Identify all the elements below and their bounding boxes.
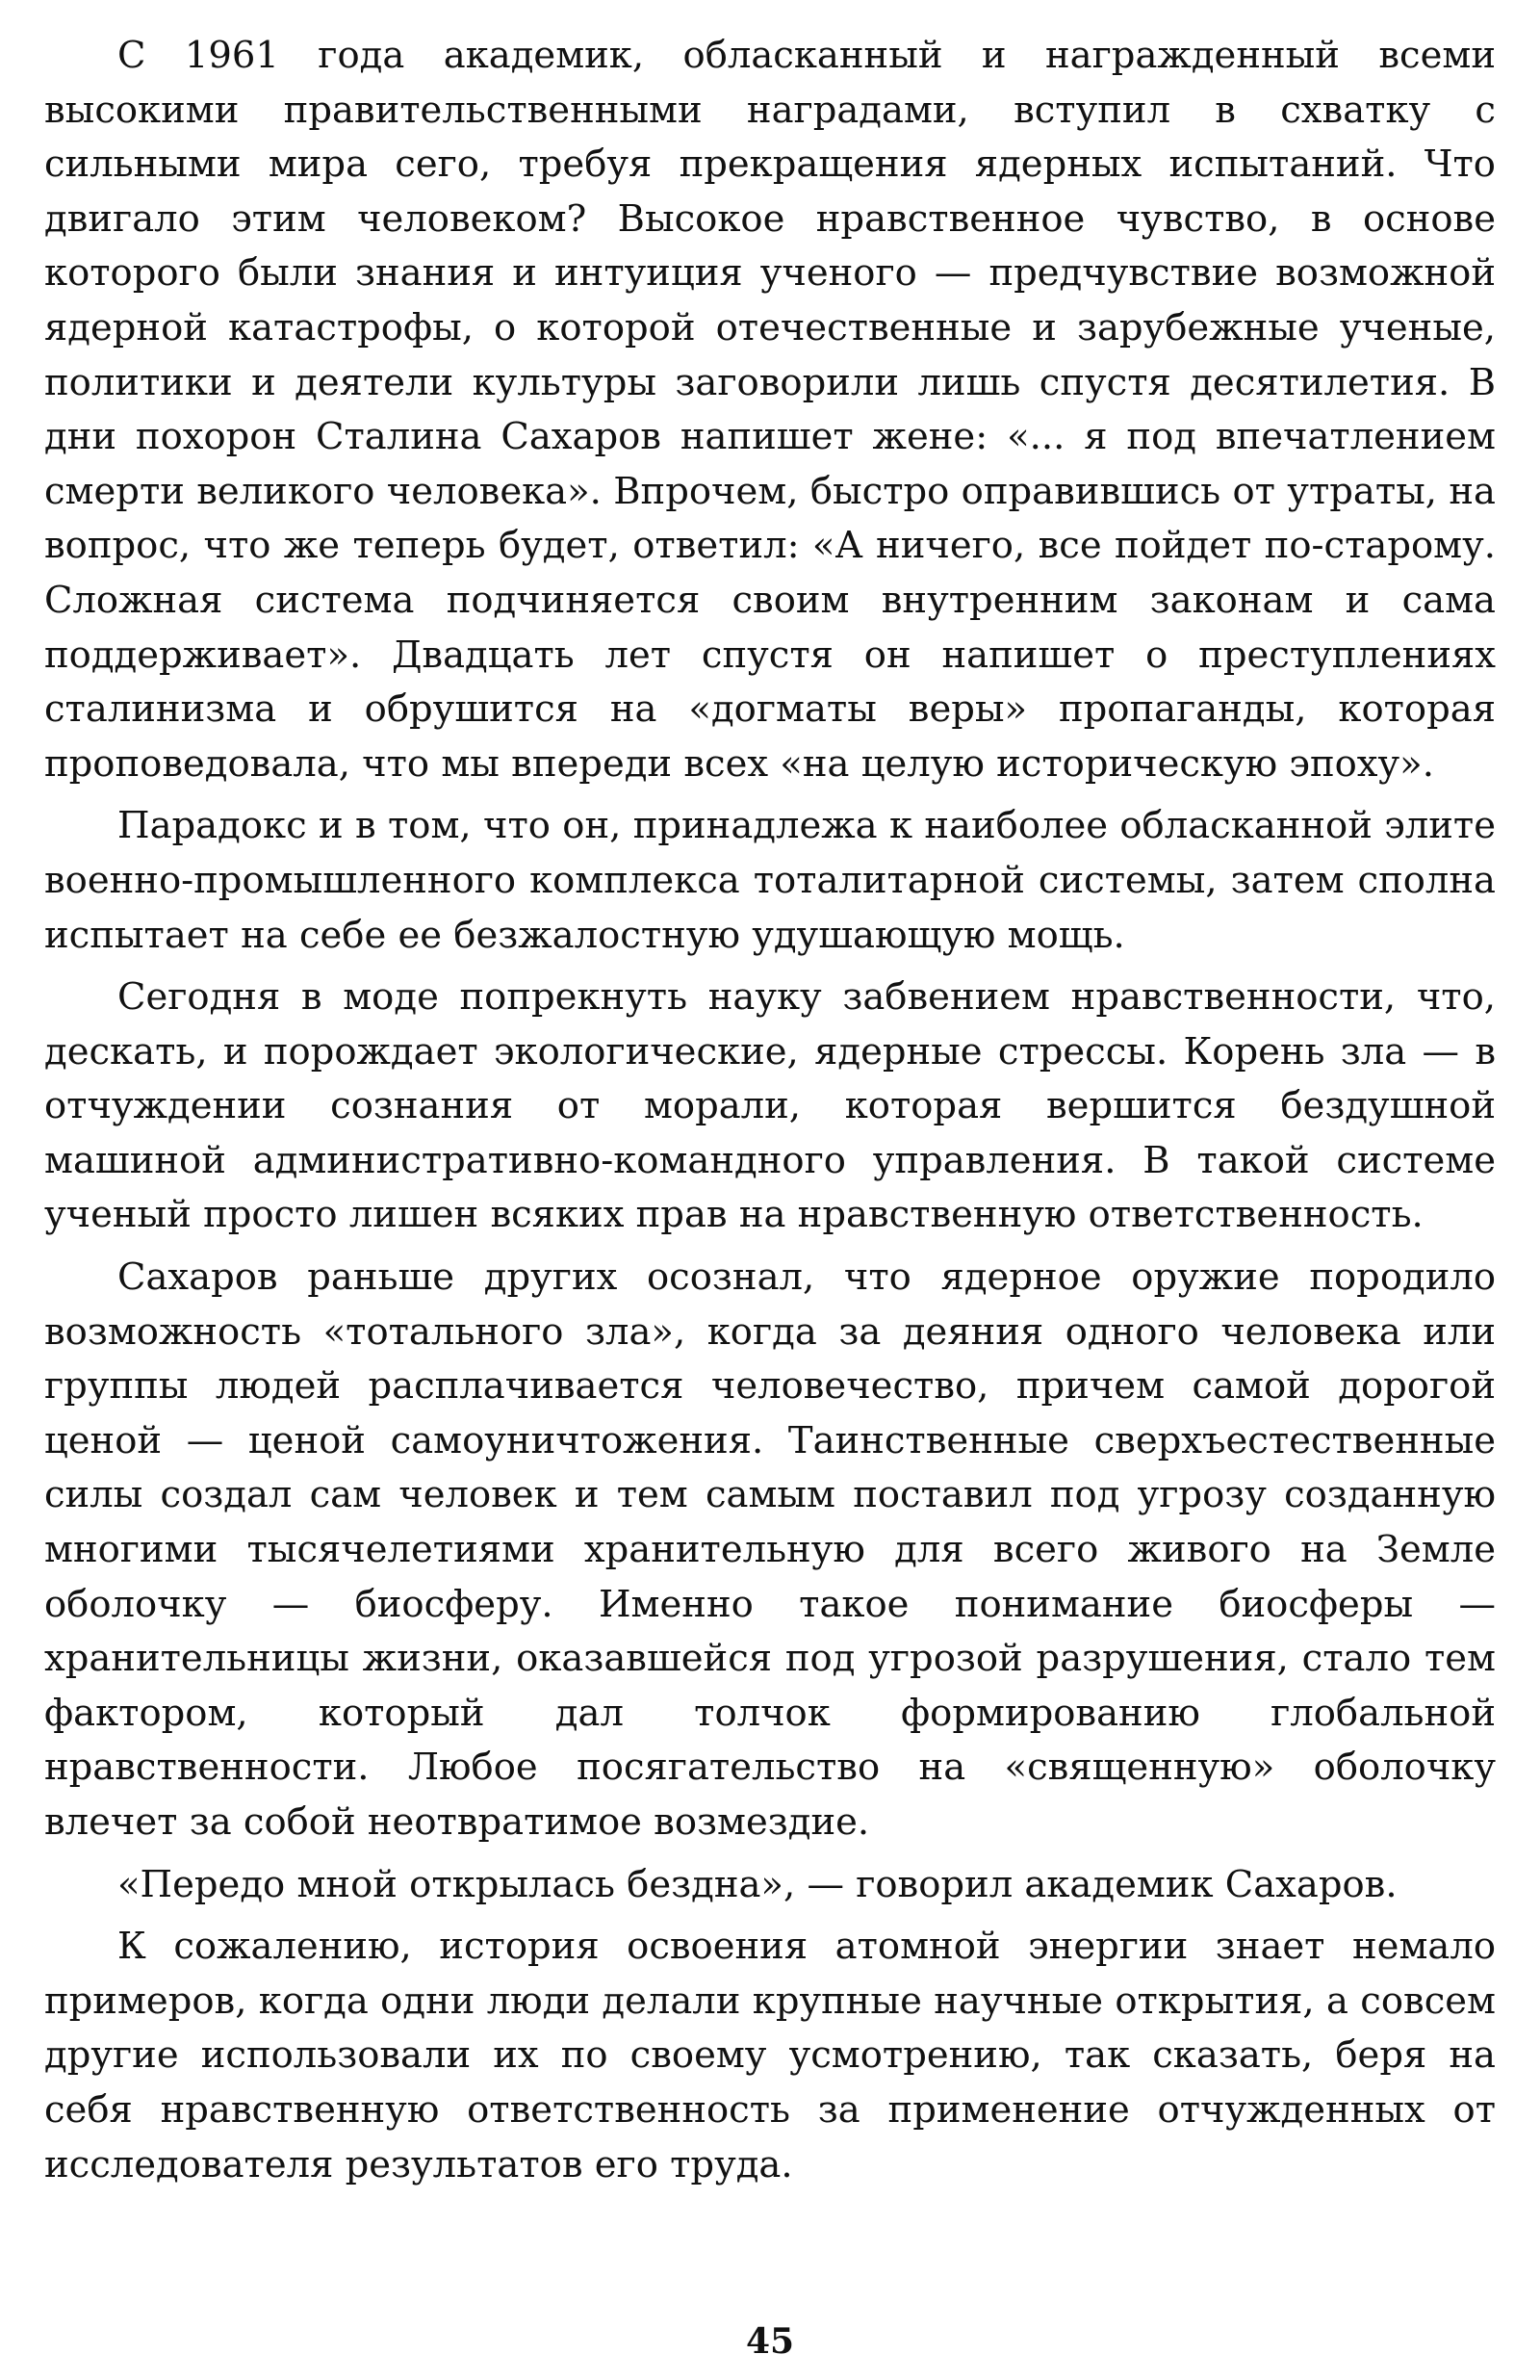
paragraph-4: Сахаров раньше других осознал, что ядерное оружие породило возможность «тотального зла», когда за деяния одного человека или группы людей расплачивается человечество, причем самой дорогой ценой — ценой самоуничтожения. Таинственные сверхъестественные силы создал сам человек и тем самым поставил под угрозу созданную многими тысячелетиями хранительную для всего живого на Земле оболочку — биосферу. Именно такое понимание биосферы — хранительницы жизни, оказавшейся под угрозой разрушения, стало тем фактором, который дал толчок формированию глобальной нравственности. Любое посягательство на «священную» оболочку влечет за собой неотвратимое возмездие. xyxy=(44,1255,1496,1844)
page-body xyxy=(44,29,1496,2192)
paragraph-3: Сегодня в моде попрекнуть науку забвением нравственности, что, дескать, и порождает экологические, ядерные стрессы. Корень зла — в отчуждении сознания от морали, которая вершится бездушной машиной административно-командного управления. В такой системе ученый просто лишен всяких прав на нравственную ответственность. xyxy=(44,975,1496,1237)
paragraph-6: К сожалению, история освоения атомной энергии знает немало примеров, когда одни люди делали крупные научные открытия, а совсем другие использовали их по своему усмотрению, так сказать, беря на себя нравственную ответственность за применение отчужденных от исследователя результатов его труда. xyxy=(44,1925,1496,2186)
paragraph-1: С 1961 года академик, обласканный и награжденный всеми высокими правительственными наградами, вступил в схватку с сильными мира сего, требуя прекращения ядерных испытаний. Что двигало этим человеком? Высокое нравственное чувство, в основе которого были знания и интуиция ученого — предчувствие возможной ядерной катастрофы, о которой отечественные и зарубежные ученые, политики и деятели культуры заговорили лишь спустя десятилетия. В дни похорон Сталина Сахаров напишет жене: «... я под впечатлением смерти великого человека». Впрочем, быстро оправившись от утраты, на вопрос, что же теперь будет, ответил: «А ничего, все пойдет по-старому. Сложная система подчиняется своим внутренним законам и сама поддерживает». Двадцать лет спустя он напишет о преступлениях сталинизма и обрушится на «догматы веры» пропаганды, которая проповедовала, что мы впереди всех «на целую историческую эпоху». xyxy=(44,34,1496,786)
paragraph-5: «Передо мной открылась бездна», — говорил академик Сахаров. xyxy=(117,1862,1398,1906)
paragraph-2: Парадокс и в том, что он, принадлежа к наиболее обласканной элите военно-промышленного комплекса тоталитарной системы, затем сполна испытает на себе ее безжалостную удушающую мощь. xyxy=(44,804,1496,957)
page-number: 45 xyxy=(745,2321,795,2362)
